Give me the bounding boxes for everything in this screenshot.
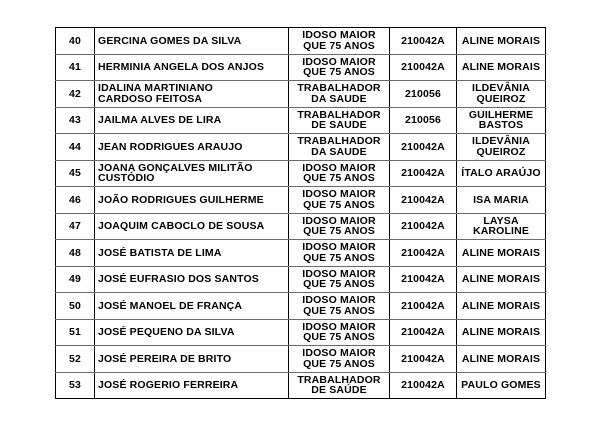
category-cell [289,54,390,81]
person-name-cell [95,107,289,134]
responsible-cell [457,134,546,161]
person-name-cell [95,240,289,267]
batch-code-cell: 210042A [390,372,457,399]
responsible-cell [457,266,546,293]
batch-code-cell: 210056 [390,81,457,108]
category-line: IDOSO MAIOR [302,267,376,280]
table-row [56,160,546,187]
category-cell [289,319,390,346]
person-name-line: JOAQUIM CABOCLO DE SOUSA [98,220,265,232]
person-name-cell [95,81,289,108]
person-name-cell [95,346,289,373]
category-cell [289,187,390,214]
person-name-cell [95,187,289,214]
responsible-line: ILDEVÂNIA [472,135,530,148]
responsible-line: QUEIROZ [476,92,526,105]
category-line: IDOSO MAIOR [302,214,376,227]
responsible-cell [457,319,546,346]
responsible-cell [457,240,546,267]
responsible-cell [457,187,546,214]
responsible-line: KAROLINE [472,225,530,238]
person-name-cell [95,319,289,346]
responsible-cell [457,28,546,55]
category-line: IDOSO MAIOR [302,294,376,307]
responsible-line: LAYSA [483,214,519,227]
category-cell [289,213,390,240]
batch-code-cell: 210042A [390,187,457,214]
person-name-line: JOSÉ ROGERIO FERREIRA [98,379,239,391]
category-line: TRABALHADOR [297,82,381,95]
table-row [56,319,546,346]
row-number: 50 [56,293,95,320]
responsible-line: ALINE MORAIS [461,246,541,259]
category-cell [289,160,390,187]
table-row [56,346,546,373]
vaccination-roster-table [55,27,546,399]
person-name-cell [95,134,289,161]
responsible-cell [457,54,546,81]
person-name-line: JOSÉ PEREIRA DE BRITO [98,352,232,365]
person-name-line: JOANA GONÇALVES MILITÃO [98,161,253,174]
category-line: QUE 75 ANOS [303,357,375,370]
table-row [56,213,546,240]
batch-code-cell: 210042A [390,134,457,161]
responsible-cell [457,346,546,373]
responsible-cell [457,107,546,134]
table-row [56,187,546,214]
row-number: 46 [56,187,95,214]
person-name-cell [95,293,289,320]
batch-code-cell: 210042A [390,54,457,81]
person-name-cell [95,266,289,293]
person-name-line: CARDOSO FEITOSA [98,92,203,105]
responsible-cell [457,372,546,399]
category-cell [289,28,390,55]
row-number: 43 [56,107,95,134]
person-name-line: HERMINIA ANGELA DOS ANJOS [98,61,265,73]
person-name-line: CUSTÓDIO [98,172,155,185]
responsible-line: QUEIROZ [476,145,526,158]
responsible-line: ALINE MORAIS [461,352,541,365]
batch-code-cell: 210042A [390,240,457,267]
responsible-cell [457,293,546,320]
row-number: 48 [56,240,95,267]
table-row [56,372,546,399]
category-cell [289,346,390,373]
category-cell [289,372,390,399]
person-name-line: JOSÉ PEQUENO DA SILVA [98,326,235,338]
table-row [56,134,546,161]
row-number: 47 [56,213,95,240]
row-number: 41 [56,54,95,81]
category-line: TRABALHADOR [297,373,381,386]
batch-code-cell: 210042A [390,319,457,346]
category-line: DE SAÚDE [311,384,367,397]
category-line: QUE 75 ANOS [303,39,375,52]
person-name-cell [95,54,289,81]
category-line: DA SAUDE [311,145,367,158]
batch-code-cell: 210042A [390,293,457,320]
responsible-line: ALINE MORAIS [461,273,541,285]
person-name-cell [95,213,289,240]
category-line: IDOSO MAIOR [302,55,376,68]
responsible-line: ILDEVÂNIA [472,82,530,95]
person-name-line: IDALINA MARTINIANO [98,82,213,95]
batch-code-cell: 210042A [390,266,457,293]
person-name-line: JOSÉ BATISTA DE LIMA [98,246,222,259]
category-cell [289,81,390,108]
responsible-line: PAULO GOMES [461,379,541,391]
category-line: IDOSO MAIOR [302,241,376,254]
table-row [56,107,546,134]
person-name-line: JOÃO RODRIGUES GUILHERME [98,193,264,206]
category-line: IDOSO MAIOR [302,347,376,360]
category-line: QUE 75 ANOS [303,278,375,291]
category-line: IDOSO MAIOR [302,188,376,201]
responsible-cell [457,213,546,240]
responsible-line: ALINE MORAIS [461,61,541,73]
row-number: 42 [56,81,95,108]
table-row [56,81,546,108]
responsible-line: ALINE MORAIS [461,326,541,338]
responsible-cell [457,81,546,108]
person-name-line: JAILMA ALVES DE LIRA [98,114,222,126]
batch-code-cell: 210042A [390,213,457,240]
person-name-line: JOSÉ EUFRASIO DOS SANTOS [98,273,259,285]
person-name-cell [95,28,289,55]
category-cell [289,266,390,293]
row-number: 53 [56,372,95,399]
row-number: 52 [56,346,95,373]
batch-code-cell: 210042A [390,346,457,373]
responsible-cell [457,160,546,187]
category-cell [289,293,390,320]
category-line: QUE 75 ANOS [303,304,375,317]
table-row [56,293,546,320]
category-line: QUE 75 ANOS [303,251,375,264]
category-line: IDOSO MAIOR [302,320,376,333]
row-number: 51 [56,319,95,346]
category-line: DE SAUDE [311,119,367,132]
row-number: 45 [56,160,95,187]
category-cell [289,107,390,134]
table-row [56,240,546,267]
responsible-line: ISA MARIA [473,193,529,206]
row-number: 44 [56,134,95,161]
batch-code-cell: 210056 [390,107,457,134]
category-line: QUE 75 ANOS [303,172,375,185]
category-line: QUE 75 ANOS [303,198,375,211]
category-line: IDOSO MAIOR [302,161,376,174]
responsible-line: ALINE MORAIS [461,299,541,312]
row-number: 40 [56,28,95,55]
category-cell [289,134,390,161]
responsible-line: ÍTALO ARAÚJO [461,167,541,179]
category-line: QUE 75 ANOS [303,225,375,238]
category-cell [289,240,390,267]
category-line: QUE 75 ANOS [303,331,375,344]
roster-body [56,28,546,399]
batch-code-cell: 210042A [390,160,457,187]
person-name-line: JOSÉ MANOEL DE FRANÇA [98,299,243,312]
table-row [56,54,546,81]
category-line: DA SAUDE [311,92,367,105]
batch-code-cell: 210042A [390,28,457,55]
row-number: 49 [56,266,95,293]
responsible-line: BASTOS [478,119,524,132]
category-line: QUE 75 ANOS [303,66,375,79]
person-name-line: JEAN RODRIGUES ARAUJO [98,140,243,153]
person-name-cell [95,160,289,187]
table-row [56,266,546,293]
responsible-line: GUILHERME [468,108,534,121]
person-name-line: GERCINA GOMES DA SILVA [98,34,242,47]
responsible-line: ALINE MORAIS [461,34,541,47]
category-line: TRABALHADOR [297,108,381,121]
person-name-cell [95,372,289,399]
table-row [56,28,546,55]
category-line: IDOSO MAIOR [302,29,376,42]
category-line: TRABALHADOR [297,135,381,148]
